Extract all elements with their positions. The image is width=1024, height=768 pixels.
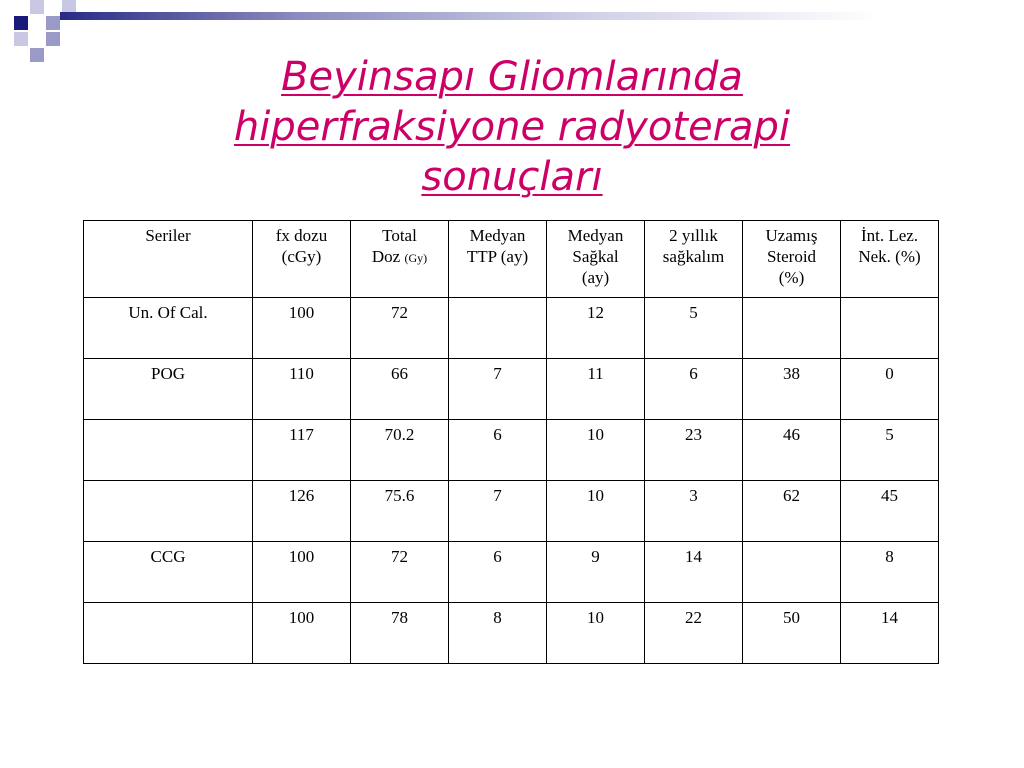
cell-2-yillik-sagkalim: 14 <box>645 542 743 603</box>
header-text: (ay) <box>581 268 610 287</box>
header-text: (%) <box>778 268 805 287</box>
cell-2-yillik-sagkalim: 22 <box>645 603 743 664</box>
table-row <box>84 542 939 603</box>
cell-total-doz: 72 <box>351 542 449 603</box>
header-text: İnt. Lez. <box>860 226 919 245</box>
cell-total-doz: 72 <box>351 298 449 359</box>
title-line-1: Beyinsapı Gliomlarında <box>281 54 743 100</box>
results-table <box>83 220 939 664</box>
cell-fx-dozu: 100 <box>253 603 351 664</box>
cell-total-doz: 70.2 <box>351 420 449 481</box>
cell-fx-dozu: 100 <box>253 298 351 359</box>
header-text: (cGy) <box>281 247 322 266</box>
cell-medyan-ttp: 6 <box>449 542 547 603</box>
table-row <box>84 298 939 359</box>
cell-medyan-ttp: 6 <box>449 420 547 481</box>
cell-uzamis-steroid: 62 <box>743 481 841 542</box>
decorative-square <box>14 16 28 30</box>
table-header <box>84 221 939 298</box>
cell-medyan-sagkal: 12 <box>547 298 645 359</box>
cell-seriler: CCG <box>84 542 253 603</box>
decorative-square <box>14 32 28 46</box>
table-row <box>84 603 939 664</box>
cell-medyan-ttp <box>449 298 547 359</box>
cell-seriler: POG <box>84 359 253 420</box>
cell-medyan-ttp: 8 <box>449 603 547 664</box>
title-line-3: sonuçları <box>421 154 603 200</box>
cell-medyan-sagkal: 10 <box>547 603 645 664</box>
cell-fx-dozu: 117 <box>253 420 351 481</box>
cell-total-doz: 78 <box>351 603 449 664</box>
cell-2-yillik-sagkalim: 23 <box>645 420 743 481</box>
cell-fx-dozu: 126 <box>253 481 351 542</box>
cell-int-lez-nek: 14 <box>841 603 939 664</box>
cell-fx-dozu: 100 <box>253 542 351 603</box>
cell-medyan-sagkal: 11 <box>547 359 645 420</box>
header-fx-dozu <box>253 221 351 298</box>
header-int-lez-nek <box>841 221 939 298</box>
header-text: Uzamış <box>765 226 818 245</box>
header-seriler <box>84 221 253 298</box>
header-text: TTP (ay) <box>466 247 529 266</box>
header-medyan-ttp <box>449 221 547 298</box>
cell-medyan-sagkal: 10 <box>547 420 645 481</box>
cell-int-lez-nek <box>841 298 939 359</box>
header-text: sağkalım <box>662 247 725 266</box>
cell-2-yillik-sagkalim: 3 <box>645 481 743 542</box>
header-uzamis-steroid <box>743 221 841 298</box>
cell-seriler <box>84 420 253 481</box>
cell-uzamis-steroid: 46 <box>743 420 841 481</box>
table-body <box>84 298 939 664</box>
cell-2-yillik-sagkalim: 5 <box>645 298 743 359</box>
title-line-2: hiperfraksiyone radyoterapi <box>233 104 791 150</box>
cell-uzamis-steroid <box>743 542 841 603</box>
header-medyan-sagkal <box>547 221 645 298</box>
table-row <box>84 420 939 481</box>
cell-2-yillik-sagkalim: 6 <box>645 359 743 420</box>
decorative-square <box>46 32 60 46</box>
header-gradient-bar <box>60 12 1024 20</box>
header-text: Steroid <box>766 247 817 266</box>
table-row <box>84 481 939 542</box>
cell-medyan-sagkal: 10 <box>547 481 645 542</box>
cell-medyan-ttp: 7 <box>449 481 547 542</box>
cell-medyan-sagkal: 9 <box>547 542 645 603</box>
cell-seriler <box>84 603 253 664</box>
header-row <box>84 221 939 298</box>
cell-int-lez-nek: 8 <box>841 542 939 603</box>
header-text: Medyan <box>567 226 624 245</box>
header-text: Medyan <box>469 226 526 245</box>
decorative-square <box>30 0 44 14</box>
cell-int-lez-nek: 0 <box>841 359 939 420</box>
header-text: Total <box>382 226 417 245</box>
header-text: Seriler <box>145 226 191 245</box>
cell-uzamis-steroid: 50 <box>743 603 841 664</box>
header-text: Sağkal <box>572 247 619 266</box>
header-2-yillik-sagkalim <box>645 221 743 298</box>
table-row <box>84 359 939 420</box>
cell-seriler: Un. Of Cal. <box>84 298 253 359</box>
cell-medyan-ttp: 7 <box>449 359 547 420</box>
header-unit: (Gy) <box>404 251 428 265</box>
cell-uzamis-steroid: 38 <box>743 359 841 420</box>
cell-uzamis-steroid <box>743 298 841 359</box>
cell-int-lez-nek: 45 <box>841 481 939 542</box>
cell-total-doz: 75.6 <box>351 481 449 542</box>
header-text: fx dozu <box>275 226 328 245</box>
slide-title <box>0 52 1024 202</box>
cell-seriler <box>84 481 253 542</box>
header-text: 2 yıllık <box>669 226 718 245</box>
header-total-doz <box>351 221 449 298</box>
header-text: Doz <box>371 247 401 266</box>
header-text: Nek. (%) <box>858 247 921 266</box>
cell-fx-dozu: 110 <box>253 359 351 420</box>
decorative-square <box>46 16 60 30</box>
cell-total-doz: 66 <box>351 359 449 420</box>
cell-int-lez-nek: 5 <box>841 420 939 481</box>
